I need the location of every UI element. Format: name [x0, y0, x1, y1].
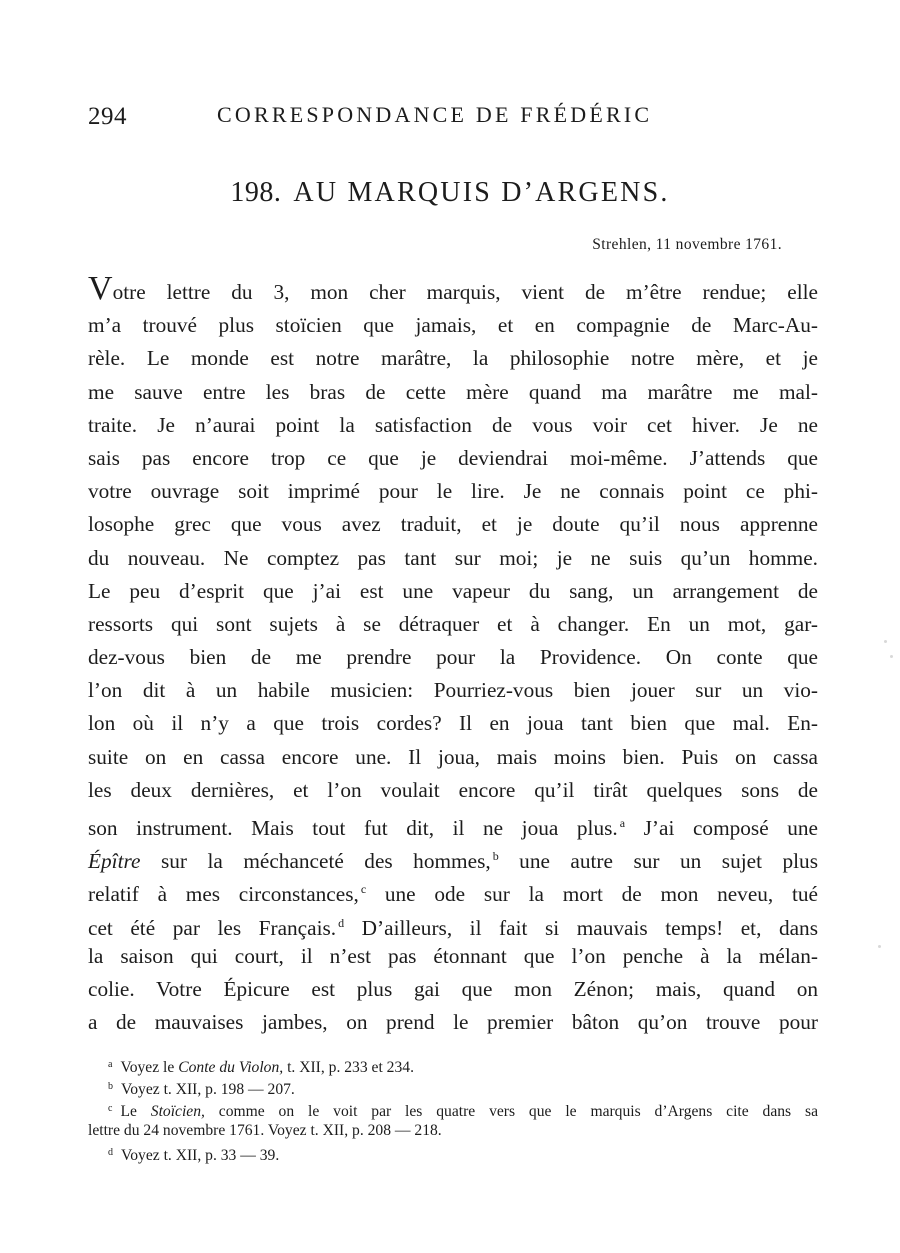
- body-line: lon où il n’y a que trois cordes? Il en joua tant bien que mal. En-: [88, 711, 818, 736]
- body-line: me sauve entre les bras de cette mère quand ma marâtre me mal-: [88, 379, 818, 404]
- paper-speck: [878, 945, 881, 948]
- body-line: cet été par les Français. $^d$ D’ailleurs, il fait si mauvais temps! et, dans: [88, 915, 818, 940]
- body-line: m’a trouvé plus stoïcien que jamais, et en compagnie de Marc-Au-: [88, 313, 818, 338]
- paper-speck: [890, 655, 893, 658]
- footnote-c-continuation: lettre du 24 novembre 1761. Voyez t. XII, p. 208 — 218.: [88, 1122, 442, 1139]
- footnote-b: $^b$ Voyez t. XII, p. 198 — 207.: [108, 1081, 295, 1098]
- page-number: 294: [88, 103, 127, 130]
- footnote-mark: d: [108, 1147, 113, 1158]
- footnote-mark: b: [108, 1081, 113, 1092]
- footnote-a: $^a$ Voyez le Conte du Violon, t. XII, p. 233 et 234.: [108, 1059, 414, 1076]
- body-line: colie. Votre Épicure est plus gai que mon Zénon; mais, quand on: [88, 976, 818, 1001]
- footnote-c: $^c$ Le Stoïcien, comme on le voit par les quatre vers que le marquis d’Argens cite dans sa: [108, 1103, 818, 1120]
- body-line: dez-vous bien de me prendre pour la Providence. On conte que: [88, 645, 818, 670]
- letter-body: [88, 270, 818, 1039]
- body-line: sais pas encore trop ce que je deviendrai moi-même. J’attends que: [88, 445, 818, 470]
- letter-title: [0, 177, 900, 209]
- body-line: la saison qui court, il n’est pas étonnant que l’on penche à la mélan-: [88, 943, 818, 968]
- dateline: Strehlen, 11 novembre 1761.: [592, 236, 782, 253]
- body-line: l’on dit à un habile musicien: Pourriez-vous bien jouer sur un vio-: [88, 678, 818, 703]
- footnotes: [88, 1054, 818, 1164]
- body-line: votre ouvrage soit imprimé pour le lire. Je ne connais point ce phi-: [88, 479, 818, 504]
- footnote-ref[interactable]: a: [619, 816, 626, 830]
- body-line: les deux dernières, et l’on voulait encore qu’il tirât quelques sons de: [88, 777, 818, 802]
- footnote-ref[interactable]: d: [338, 915, 345, 930]
- footnote-mark: c: [108, 1103, 113, 1114]
- footnote-ref[interactable]: c: [360, 882, 367, 897]
- paper-speck: [884, 640, 887, 643]
- body-line: suite on en cassa encore une. Il joua, mais moins bien. Puis on cassa: [88, 744, 818, 769]
- body-line: Le peu d’esprit que j’ai est une vapeur du sang, un arrangement de: [88, 578, 818, 603]
- letter-title-text: AU MARQUIS D’ARGENS.: [293, 177, 670, 208]
- body-line: rèle. Le monde est notre marâtre, la philosophie notre mère, et je: [88, 346, 818, 371]
- body-line: son instrument. Mais tout fut dit, il ne joua plus. $^a$ J’ai composé une: [88, 816, 818, 840]
- running-head: CORRESPONDANCE DE FRÉDÉRIC: [217, 102, 653, 127]
- drop-initial: V: [88, 270, 113, 307]
- footnote-d: $^d$ Voyez t. XII, p. 33 — 39.: [108, 1147, 280, 1164]
- body-line: relatif à mes circonstances, $^c$ une ode sur la mort de mon neveu, tué: [88, 882, 818, 907]
- body-line: Votre lettre du 3, mon cher marquis, vient de m’être rendue; elle: [88, 270, 818, 307]
- body-line: ressorts qui sont sujets à se détraquer et à changer. En un mot, gar-: [88, 611, 818, 636]
- footnote-ref[interactable]: b: [492, 849, 499, 864]
- footnote-mark: a: [108, 1059, 113, 1070]
- italic-title: Épître: [88, 849, 141, 874]
- body-line: traite. Je n’aurai point la satisfaction de vous voir cet hiver. Je ne: [88, 412, 818, 437]
- body-line: losophe grec que vous avez traduit, et je doute qu’il nous apprenne: [88, 512, 818, 537]
- body-line: Épître sur la méchanceté des hommes, $^b$ une autre sur un sujet plus: [88, 849, 818, 874]
- letter-number: 198.: [230, 177, 282, 208]
- body-line: a de mauvaises jambes, on prend le premier bâton qu’on trouve pour: [88, 1010, 818, 1035]
- body-line: du nouveau. Ne comptez pas tant sur moi; je ne suis qu’un homme.: [88, 545, 818, 570]
